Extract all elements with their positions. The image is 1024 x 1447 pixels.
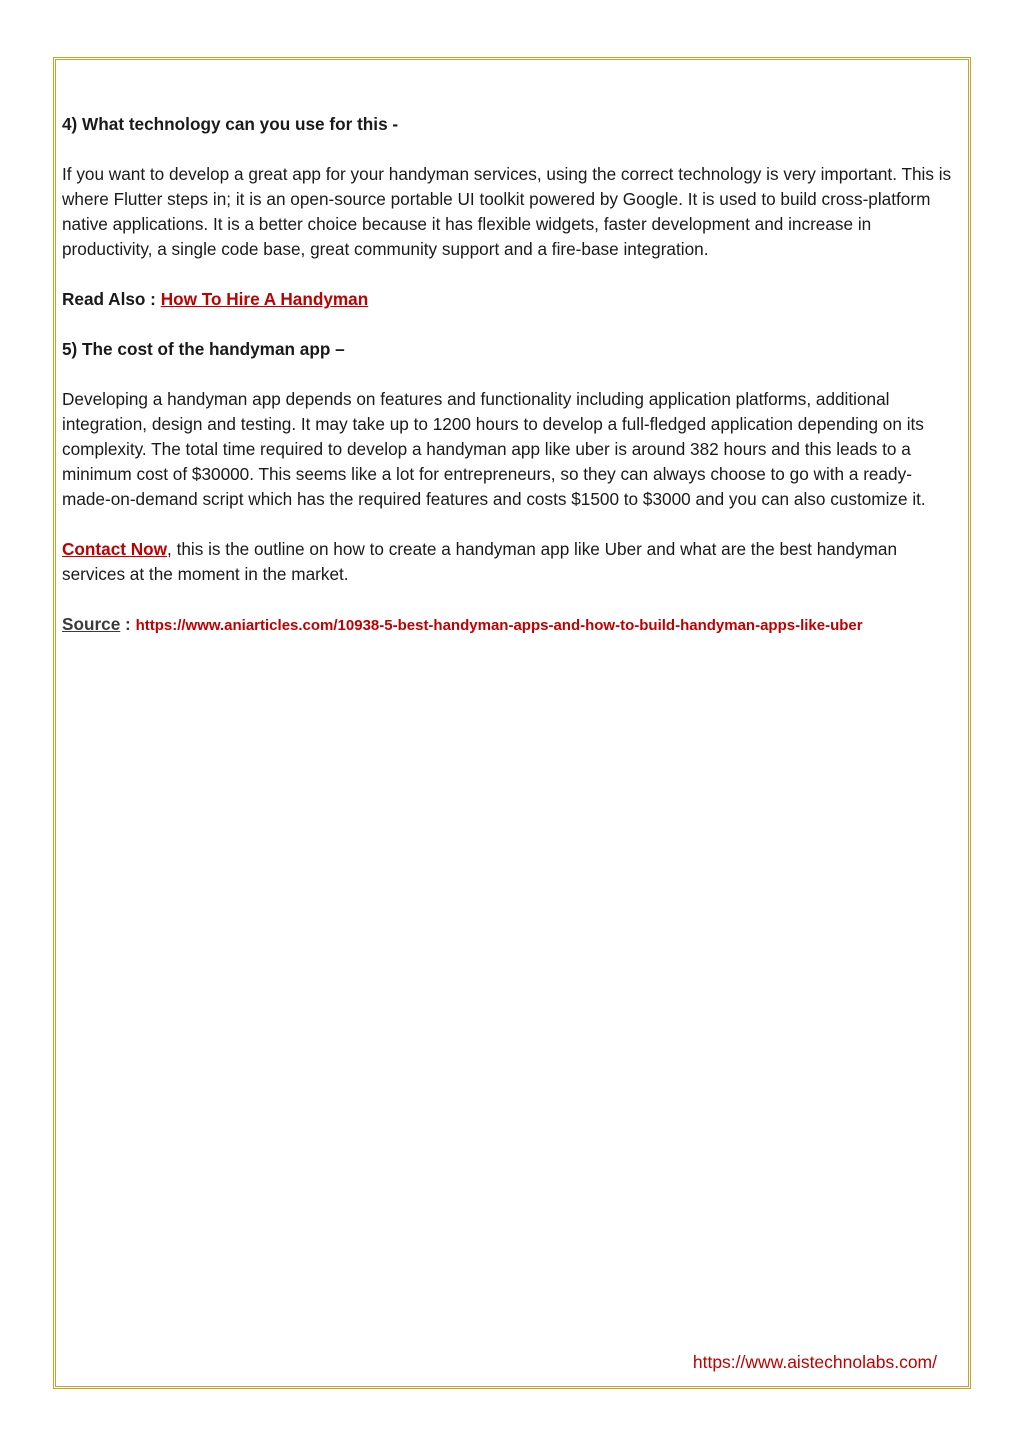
section-4-body: If you want to develop a great app for your handyman services, using the correct technology is very important. This is where Flutter steps in; it is an open-source portable UI toolkit powered by Google. It is used to build cross-platform native applications. It is a better choice because it has flexible widgets, faster development and increase in productivity, a single code base, great community support and a fire-base integration. (62, 164, 952, 259)
source-line (62, 612, 954, 638)
source-url-link[interactable]: https://www.aniarticles.com/10938-5-best-handyman-apps-and-how-to-build-handyman-apps-like-uber (135, 617, 863, 634)
contact-now-link[interactable]: Contact Now (62, 539, 168, 559)
footer-website-link[interactable]: https://www.aistechnolabs.com/ (692, 1352, 937, 1372)
article-content (62, 112, 954, 663)
how-to-hire-handyman-link[interactable]: How To Hire A Handyman (160, 289, 369, 309)
section-4-heading: 4) What technology can you use for this - (62, 114, 399, 134)
contact-text: , this is the outline on how to create a handyman app like Uber and what are the best handyman services at the moment in the market. (62, 539, 897, 584)
section-5-body: Developing a handyman app depends on features and functionality including application platforms, additional integration, design and testing. It may take up to 1200 hours to develop a full-fledged application depending on its complexity. The total time required to develop a handyman app like uber is around 382 hours and this leads to a minimum cost of $30000. This seems like a lot for entrepreneurs, so they can always choose to go with a ready-made-on-demand script which has the required features and costs $1500 to $3000 and you can also customize it. (62, 389, 926, 509)
section-5-heading: 5) The cost of the handyman app – (62, 339, 345, 359)
read-also-line (62, 287, 954, 312)
read-also-label: Read Also : (62, 289, 161, 309)
contact-paragraph (62, 537, 954, 587)
source-separator: : (120, 614, 136, 634)
source-label: Source (62, 614, 121, 634)
